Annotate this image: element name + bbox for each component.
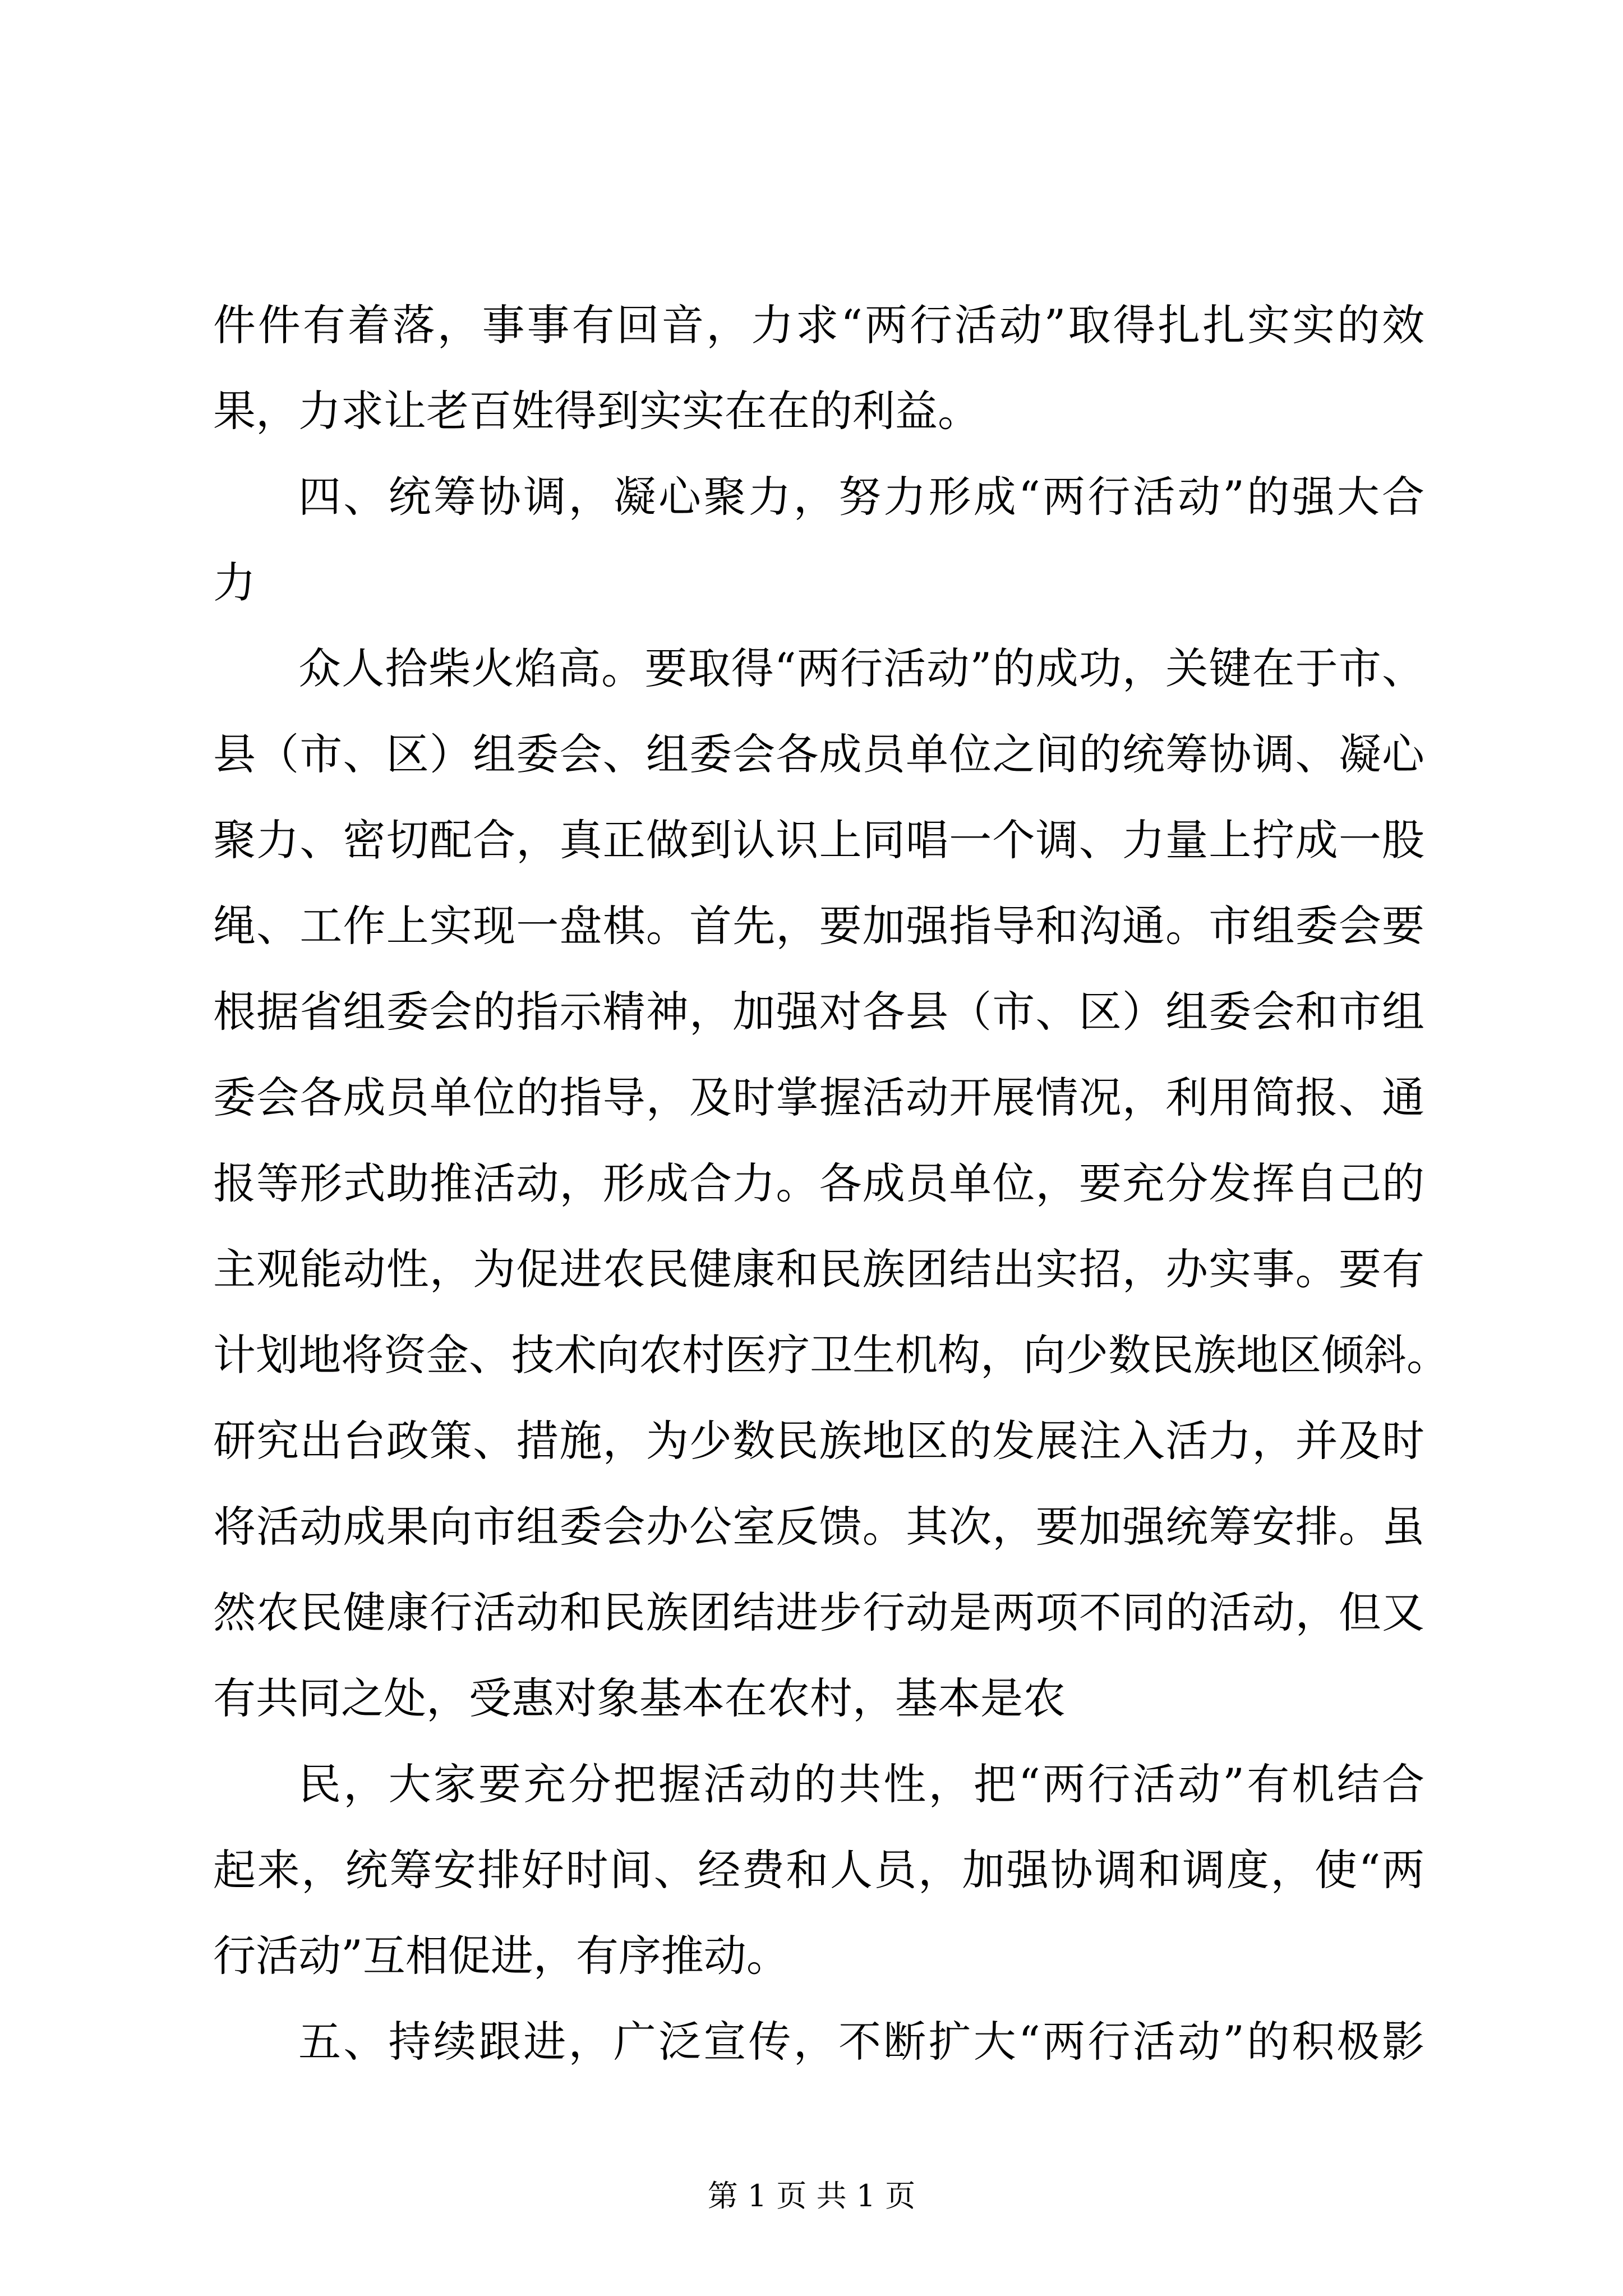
- body-line-13: 计划地将资金、技术向农村医疗卫生机构，向少数民族地区倾斜。: [213, 1330, 1449, 1380]
- section-heading-4-line-1: 四、统筹协调，凝心聚力，努力形成“两行活动”的强大合: [298, 472, 1424, 522]
- body-line-7: 聚力、密切配合，真正做到认识上同唱一个调、力量上拧成一股: [213, 815, 1424, 865]
- body-line-20: 行活动”互相促进，有序推动。: [213, 1931, 789, 1981]
- body-line-17: 有共同之处，受惠对象基本在农村，基本是农: [213, 1673, 1066, 1723]
- section-heading-4-line-2: 力: [213, 558, 256, 608]
- page-footer: 第 1 页 共 1 页: [707, 2178, 916, 2214]
- body-line-9: 根据省组委会的指示精神，加强对各县（市、区）组委会和市组: [213, 987, 1424, 1037]
- body-line-12: 主观能动性，为促进农民健康和民族团结出实招，办实事。要有: [213, 1244, 1424, 1294]
- body-line-19: 起来，统筹安排好时间、经费和人员，加强协调和调度，使“两: [213, 1845, 1424, 1895]
- body-line-14: 研究出台政策、措施，为少数民族地区的发展注入活力，并及时: [213, 1416, 1424, 1466]
- body-line-1: 件件有着落，事事有回音，力求“两行活动”取得扎扎实实的效: [213, 300, 1424, 350]
- body-line-8: 绳、工作上实现一盘棋。首先，要加强指导和沟通。市组委会要: [213, 901, 1424, 951]
- body-line-6: 县（市、区）组委会、组委会各成员单位之间的统筹协调、凝心: [213, 729, 1424, 779]
- body-line-15: 将活动成果向市组委会办公室反馈。其次，要加强统筹安排。虽: [213, 1502, 1424, 1552]
- body-line-5: 众人拾柴火焰高。要取得“两行活动”的成功，关键在于市、: [298, 643, 1424, 693]
- body-line-18: 民，大家要充分把握活动的共性，把“两行活动”有机结合: [298, 1759, 1424, 1809]
- body-line-2: 果，力求让老百姓得到实实在在的利益。: [213, 386, 980, 436]
- section-heading-5-line-1: 五、持续跟进，广泛宣传，不断扩大“两行活动”的积极影: [298, 2017, 1424, 2067]
- body-line-16: 然农民健康行活动和民族团结进步行动是两项不同的活动，但又: [213, 1588, 1424, 1637]
- body-line-11: 报等形式助推活动，形成合力。各成员单位，要充分发挥自己的: [213, 1158, 1424, 1208]
- body-line-10: 委会各成员单位的指导，及时掌握活动开展情况，利用简报、通: [213, 1073, 1424, 1122]
